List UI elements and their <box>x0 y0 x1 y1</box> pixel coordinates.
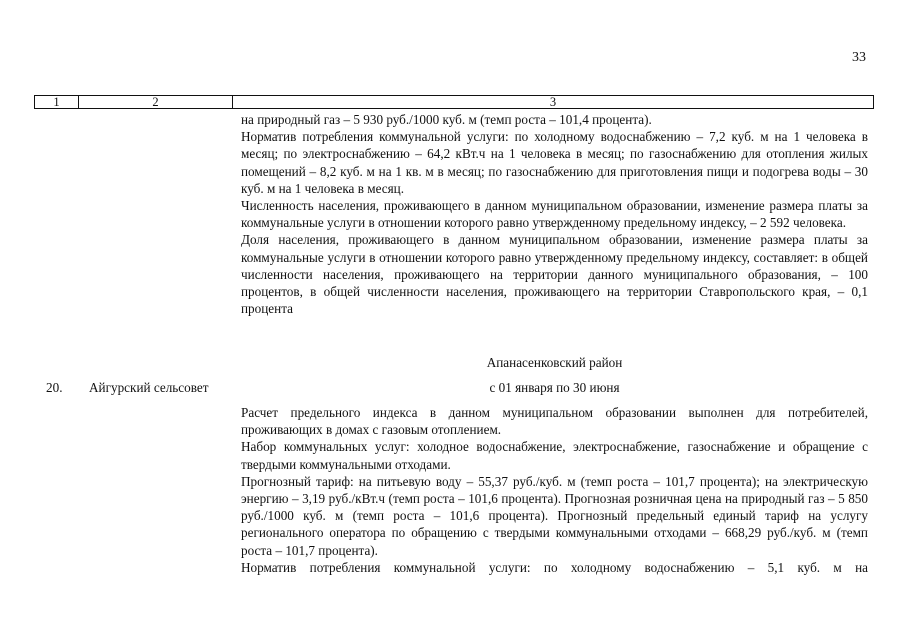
period-heading: с 01 января по 30 июня <box>489 380 620 395</box>
table-header-row <box>34 95 874 109</box>
page-number: 33 <box>852 50 866 65</box>
paragraph-consumption-norm: Норматив потребления коммунальной услуги: по холодному водоснабжению – 7,2 куб. м на 1 человека в месяц; по электроснабжению – 64,2 кВт.ч на 1 человека в месяц; по газоснабжению для отопления жилых помещений – 8,2 куб. м на 1 кв. м в месяц; по газоснабжению для приготовления пищи и подогрева воды – 30 куб. м на 1 человека в месяц. <box>241 129 868 196</box>
column-number-1: 1 <box>35 96 79 108</box>
paragraph-gas-price: на природный газ – 5 930 руб./1000 куб. м (темп роста – 101,4 процента). <box>241 112 652 127</box>
bottom-text-block <box>241 404 868 576</box>
paragraph-service-set: Набор коммунальных услуг: холодное водоснабжение, электроснабжение, газоснабжение и обращение с твердыми коммунальными отходами. <box>241 439 868 472</box>
column-number-2: 2 <box>79 96 233 108</box>
district-heading: Апанасенковский район <box>486 355 623 370</box>
paragraph-calculation-basis: Расчет предельного индекса в данном муниципальном образовании выполнен для потребителей, проживающих в домах с газовым отоплением. <box>241 405 868 438</box>
row-number: 20. <box>46 380 63 395</box>
paragraph-forecast-tariff: Прогнозный тариф: на питьевую воду – 55,37 руб./куб. м (темп роста – 101,7 процента); на электрическую энергию – 3,19 руб./кВт.ч (темп роста – 101,6 процента). Прогнозная розничная цена на природный газ – 5 850 руб./1000 куб. м (темп роста – 101,6 процента). Прогнозный предельный единый тариф на услугу регионального оператора по обращению с твердыми коммунальными отходами – 668,29 руб./куб. м (темп роста – 101,7 процента). <box>241 473 868 558</box>
paragraph-population-share: Доля населения, проживающего в данном муниципальном образовании, изменение размера платы за коммунальные услуги в отношении которого равно утвержденному предельному индексу, составляет: в общей численности населения, проживающего на территории данного муниципального образования, – 100 процентов, в общей численности населения, проживающего на территории Ставропольского края, – 0,1 процента <box>241 232 868 317</box>
paragraph-population-count: Численность населения, проживающего в данном муниципальном образовании, изменение размера платы за коммунальные услуги в отношении которого равно утвержденному предельному индексу, – 2 592 человека. <box>241 198 868 231</box>
paragraph-consumption-norm-start: Норматив потребления коммунальной услуги: по холодному водоснабжению – 5,1 куб. м на <box>241 559 868 575</box>
column-number-3: 3 <box>549 95 557 109</box>
municipality-name: Айгурский сельсовет <box>89 380 209 395</box>
top-text-block <box>241 111 868 317</box>
